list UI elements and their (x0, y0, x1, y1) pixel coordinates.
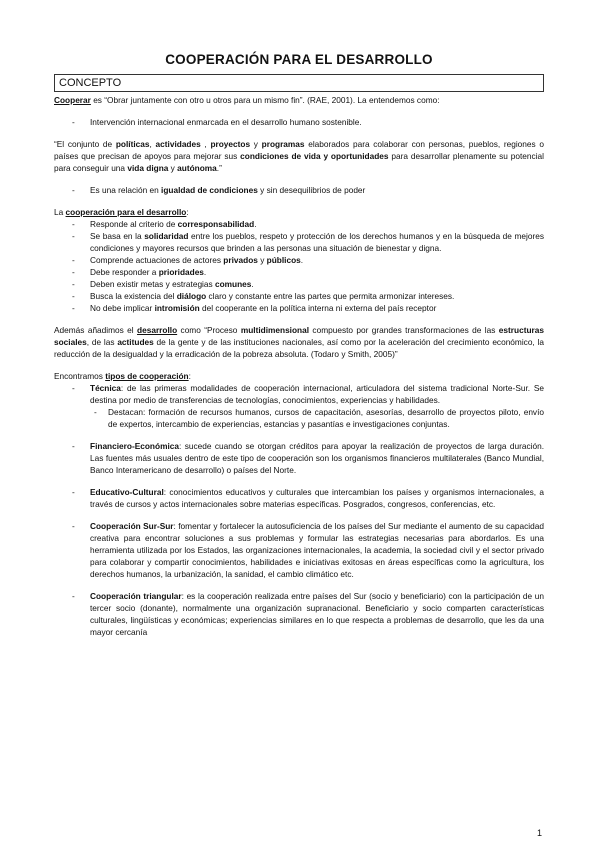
paragraph-bold: desarrollo (137, 325, 178, 335)
item-text: Es una relación en (90, 185, 162, 195)
item-text: No debe implicar (90, 303, 155, 313)
item-bold: comunes (214, 279, 252, 289)
definition-paragraph (54, 94, 544, 106)
list-item (54, 116, 544, 128)
item-text: Deben existir metas y estrategias (90, 279, 215, 289)
tipo-name: Cooperación triangular (90, 591, 182, 601)
list-item (54, 266, 544, 278)
tipos-heading (54, 370, 544, 382)
item-bold: públicos (266, 255, 301, 265)
paragraph-text: Además añadimos el (54, 325, 138, 335)
item-text: Busca la existencia del (90, 291, 177, 301)
tipo-name: Financiero-Económica (90, 441, 179, 451)
quote-bold: vida digna (127, 163, 169, 173)
quote-bold: condiciones de vida y oportunidades (240, 151, 389, 161)
item-text: . (203, 267, 207, 277)
tipo-text: : conocimientos educativos y culturales que intercambian los países y organismos internacionales, a través de cursos y actos internacionales sobre materias específicas. Posgrados, congresos, conferencias, etc. (90, 487, 544, 509)
intervencion-text: Intervención internacional enmarcada en el desarrollo humano sostenible. (90, 117, 362, 127)
heading-text: : (186, 207, 189, 217)
quote-text: “El conjunto de (54, 139, 116, 149)
tipo-text: : fomentar y fortalecer la autosuficiencia de los países del Sur mediante el aumento de su capacidad creativa para encontrar soluciones a sus problemas y formular las estrategias necesarias para abordarlos. Es una herramienta utilizada por los Estados, las organizaciones internacionales, la academia, la sociedad civil y el sector privado para colaborar y compartir conocimientos, habilidades e iniciativas exitosas en áreas específicas como la agricultura, los derechos humanos, la urbanización, la sanidad, el cambio climático etc. (90, 521, 544, 579)
igualdad-list (54, 184, 544, 196)
tipo-sur-sur (54, 520, 544, 580)
tipo-name: Cooperación Sur-Sur (90, 521, 174, 531)
quote-bold: programas (261, 139, 305, 149)
tipo-educativo (54, 486, 544, 510)
quote-text: elaborados para colaborar con personas, pueblos, regiones o países que precisan de apoyos para mejorar sus (54, 139, 544, 161)
list-item (90, 406, 544, 430)
item-bold: prioridades (158, 267, 204, 277)
paragraph-text: , de las (86, 337, 118, 347)
quote-text: , (200, 139, 211, 149)
item-bold: intromisión (154, 303, 200, 313)
quote-text: , (149, 139, 156, 149)
tipo-name: Educativo-Cultural (90, 487, 164, 497)
sub-item-text: Destacan: formación de recursos humanos, cursos de capacitación, asesorías, desarrollo de proyectos piloto, envío de expertos, intercambio de experiencias, estancias y pasantías e investigaciones conjuntas. (108, 407, 544, 429)
item-text: Debe responder a (90, 267, 159, 277)
tipo-tecnica (54, 382, 544, 430)
document-page (54, 52, 544, 638)
item-text: . (300, 255, 304, 265)
quote-text: para desarrollar plenamente su potencial para conseguir una (54, 151, 544, 173)
item-text: entre los pueblos, respeto y protección de los derechos humanos y en la búsqueda de mejores condiciones y mayores recursos que brinden a las personas una situación de bienestar y digna. (90, 231, 544, 253)
quote-text: .” (216, 163, 222, 173)
item-text: Responde al criterio de (90, 219, 178, 229)
item-text: Comprende actuaciones de actores (90, 255, 224, 265)
list-item (54, 230, 544, 254)
tipo-name: Técnica (90, 383, 121, 393)
paragraph-text: de la gente y de las instituciones nacionales, así como por la aceleración del crecimiento económico, la reducción de la desigualdad y la erradicación de la pobreza absoluta. (Todaro y Smith, 2005)” (54, 337, 544, 359)
quote-bold: actividades (155, 139, 201, 149)
paragraph-text: como “Proceso (177, 325, 241, 335)
list-item (54, 184, 544, 196)
list-item (54, 290, 544, 302)
page-title: COOPERACIÓN PARA EL DESARROLLO (165, 52, 433, 67)
item-text: y (257, 255, 267, 265)
item-bold: igualdad de condiciones (161, 185, 258, 195)
item-text: y sin desequilibrios de poder (257, 185, 366, 195)
cooperacion-list (54, 218, 544, 314)
paragraph-bold: estructuras sociales (54, 325, 544, 347)
tipo-text: : es la cooperación realizada entre países del Sur (socio y beneficiario) con la participación de un tercer socio (donante), normalmente una organización supranacional. Beneficiario y socio comparten características culturales, lingüísticas y económicas; experiencias similares en lo que respecta a problemas de desarrollo, que les da una mayor cercanía (90, 591, 544, 637)
tipos-list (54, 382, 544, 638)
heading-text: : (188, 371, 191, 381)
desarrollo-paragraph (54, 324, 544, 360)
quote-text: y (250, 139, 262, 149)
paragraph-bold: actitudes (117, 337, 154, 347)
tipo-financiero (54, 440, 544, 476)
item-text: Se basa en la (90, 231, 145, 241)
list-item (54, 302, 544, 314)
item-bold: corresponsabilidad (177, 219, 255, 229)
paragraph-text: compuesto por grandes transformaciones de las (309, 325, 499, 335)
quote-text: y (168, 163, 178, 173)
tipo-triangular (54, 590, 544, 638)
heading-text: Encontramos (54, 371, 106, 381)
intervencion-list (54, 116, 544, 128)
item-text: claro y constante entre las partes que permita armonizar intereses. (206, 291, 455, 301)
heading-bold: tipos de cooperación (105, 371, 189, 381)
list-item (54, 254, 544, 266)
definition-term: Cooperar (54, 95, 91, 105)
item-text: . (254, 219, 257, 229)
page-number: 1 (536, 828, 542, 838)
list-item (54, 218, 544, 230)
item-bold: diálogo (176, 291, 207, 301)
item-text: . (251, 279, 254, 289)
quote-bold: autónoma (177, 163, 217, 173)
definition-text: es “Obrar juntamente con otro u otros para un mismo fin”. (RAE, 2001). La entendemos como: (90, 95, 440, 105)
tecnica-sublist (90, 406, 544, 430)
list-item (54, 278, 544, 290)
quote-paragraph (54, 138, 544, 174)
item-bold: solidaridad (144, 231, 189, 241)
heading-text: La (54, 207, 66, 217)
cooperacion-heading (54, 206, 544, 218)
item-text: del cooperante en la política interna ni externa del país receptor (199, 303, 437, 313)
tipo-text: : sucede cuando se otorgan créditos para apoyar la realización de proyectos de larga duración. Las fuentes más usuales dentro de este tipo de cooperación son los organismos financieros multilaterales (Banco Mundial, Banco Interamericano de desarrollo) o países del Norte. (90, 441, 544, 475)
quote-bold: proyectos (210, 139, 251, 149)
paragraph-bold: multidimensional (240, 325, 310, 335)
heading-bold: cooperación para el desarrollo (65, 207, 187, 217)
tipo-text: : de las primeras modalidades de cooperación internacional, articuladora del sistema tradicional Norte-Sur. Se destina por medio de transferencias de tecnologías, conocimientos, experiencias y habilidades. (90, 383, 544, 405)
item-bold: privados (223, 255, 258, 265)
quote-bold: políticas (115, 139, 150, 149)
section-heading-concepto: CONCEPTO (54, 74, 544, 92)
